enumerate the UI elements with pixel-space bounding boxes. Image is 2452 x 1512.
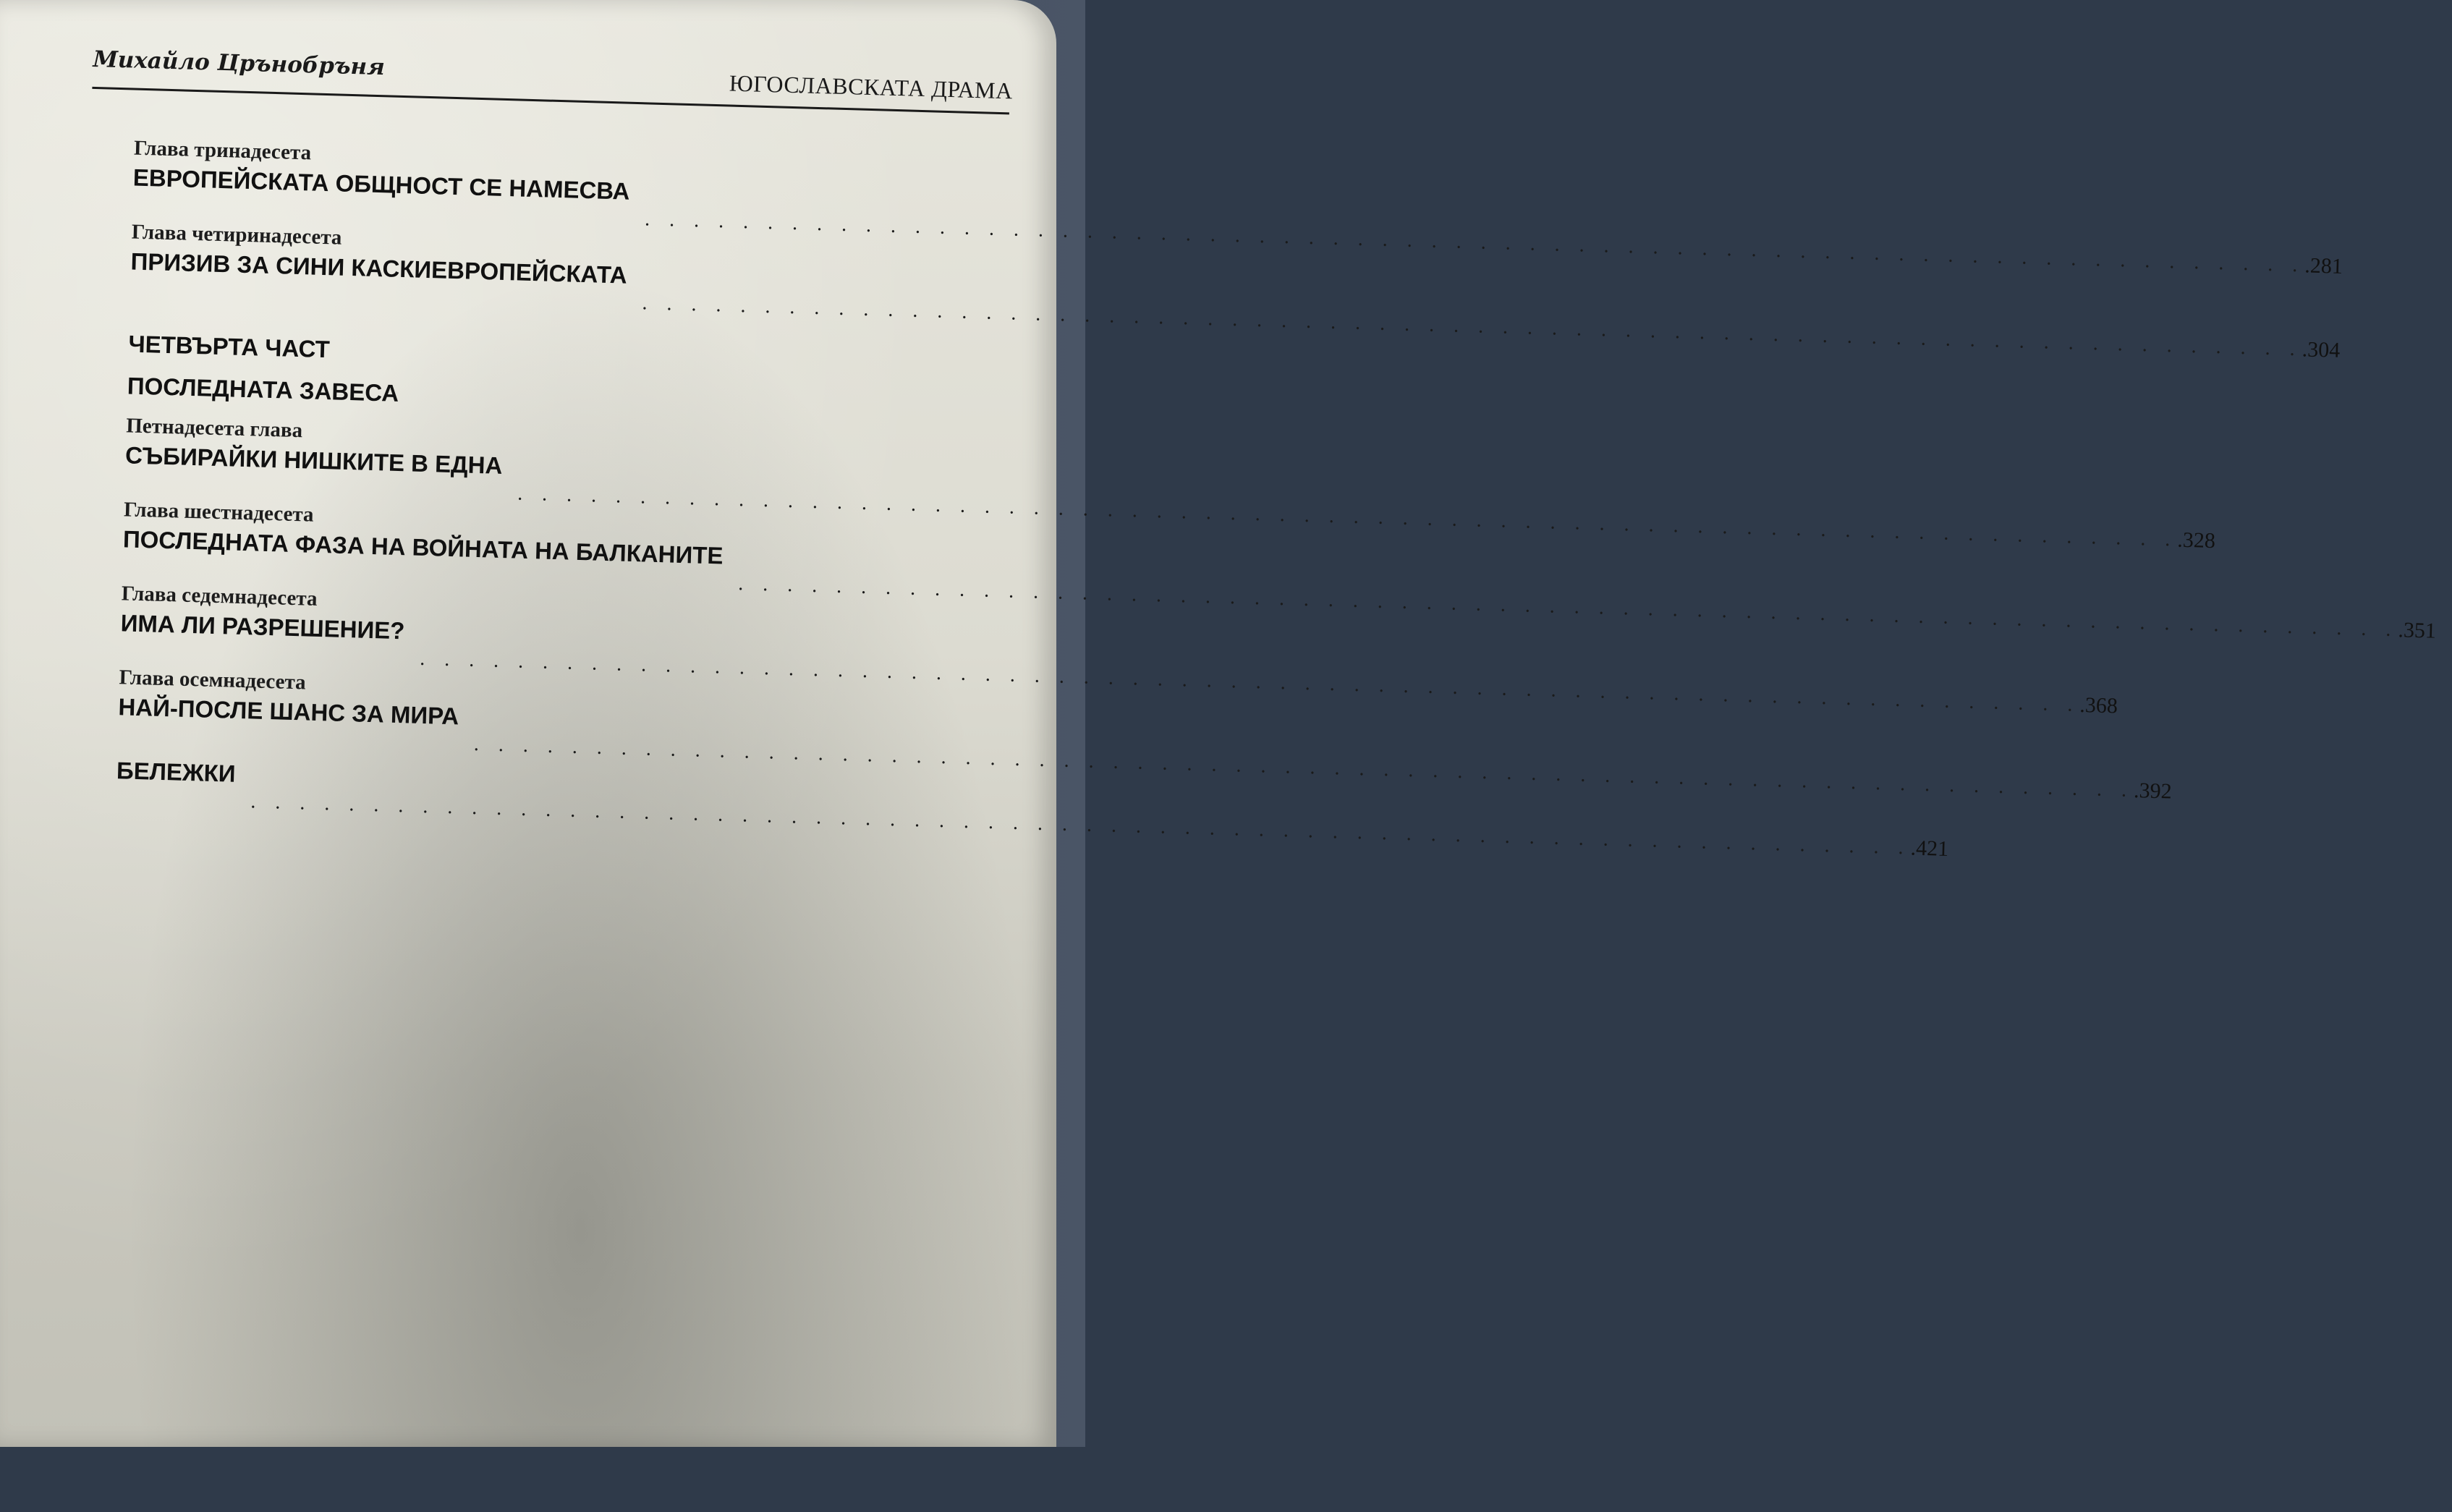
page-number: .304: [2302, 337, 2341, 362]
chapter-label: Глава шестнадесета: [123, 498, 314, 527]
running-header-author: Михайло Црънобръня: [93, 46, 386, 81]
chapter-label: Глава осемнадесета: [119, 666, 307, 695]
running-header-title: ЮГОСЛАВСКАТА ДРАМА: [729, 69, 1014, 104]
dot-leader: . . . . . . . . . . . . . . . . . . . . . . . . . . . . . . . . . . . . . . . . . . . . . . . . . . . . . . . . . . . . . . . . . . . .: [644, 208, 2305, 277]
part-title: ПОСЛЕДНАТА ЗАВЕСА: [127, 372, 399, 407]
chapter-title: ЕВРОПЕЙСКАТА ОБЩНОСТ СЕ НАМЕСВА: [132, 163, 630, 205]
dot-leader: . . . . . . . . . . . . . . . . . . . . . . . . . . . . . . . . . . . . . . . . . . . . . . . . . . . . . . . . . . . . . . . . . . . .: [250, 790, 1912, 859]
dot-leader: . . . . . . . . . . . . . . . . . . . . . . . . . . . . . . . . . . . . . . . . . . . . . . . . . . . . . . . . . . . . . . . . . . . .: [473, 733, 2134, 802]
page-number: .368: [2079, 692, 2118, 718]
page-number: .281: [2304, 253, 2343, 279]
page-number: .421: [1910, 836, 1949, 861]
dot-leader: . . . . . . . . . . . . . . . . . . . . . . . . . . . . . . . . . . . . . . . . . . . . . . . . . . . . . . . . . . . . . . . . . . . .: [737, 572, 2398, 642]
chapter-title: ПОСЛЕДНАТА ФАЗА НА ВОЙНАТА НА БАЛКАНИТЕ: [122, 525, 724, 569]
dot-leader: . . . . . . . . . . . . . . . . . . . . . . . . . . . . . . . . . . . . . . . . . . . . . . . . . . . . . . . . . . . . . . . . . . . .: [419, 647, 2080, 716]
dot-leader: . . . . . . . . . . . . . . . . . . . . . . . . . . . . . . . . . . . . . . . . . . . . . . . . . . . . . . . . . . . . . . . . . . . .: [642, 292, 2303, 361]
page-number: .392: [2133, 778, 2173, 804]
page-number: .351: [2397, 618, 2437, 643]
chapter-title: НАЙ-ПОСЛЕ ШАНС ЗА МИРА: [118, 693, 459, 730]
page-number: .328: [2176, 527, 2216, 553]
chapter-label: Глава четиринадесета: [131, 220, 342, 250]
chapter-label: Глава седемнадесета: [121, 582, 318, 611]
chapter-title: ИМА ЛИ РАЗРЕШЕНИЕ?: [120, 609, 405, 645]
notes-title: БЕЛЕЖКИ: [116, 757, 237, 787]
chapter-label: Глава тринадесета: [133, 136, 312, 165]
chapter-label: Петнадесета глава: [125, 414, 303, 443]
chapter-title: СЪБИРАЙКИ НИШКИТЕ В ЕДНА: [124, 441, 503, 479]
dot-leader: . . . . . . . . . . . . . . . . . . . . . . . . . . . . . . . . . . . . . . . . . . . . . . . . . . . . . . . . . . . . . . . . . . . .: [517, 482, 2178, 551]
part-label: ЧЕТВЪРТА ЧАСТ: [128, 330, 331, 363]
chapter-title: ПРИЗИВ ЗА СИНИ КАСКИЕВРОПЕЙСКАТА: [130, 247, 628, 289]
table-of-contents: [115, 135, 2437, 861]
